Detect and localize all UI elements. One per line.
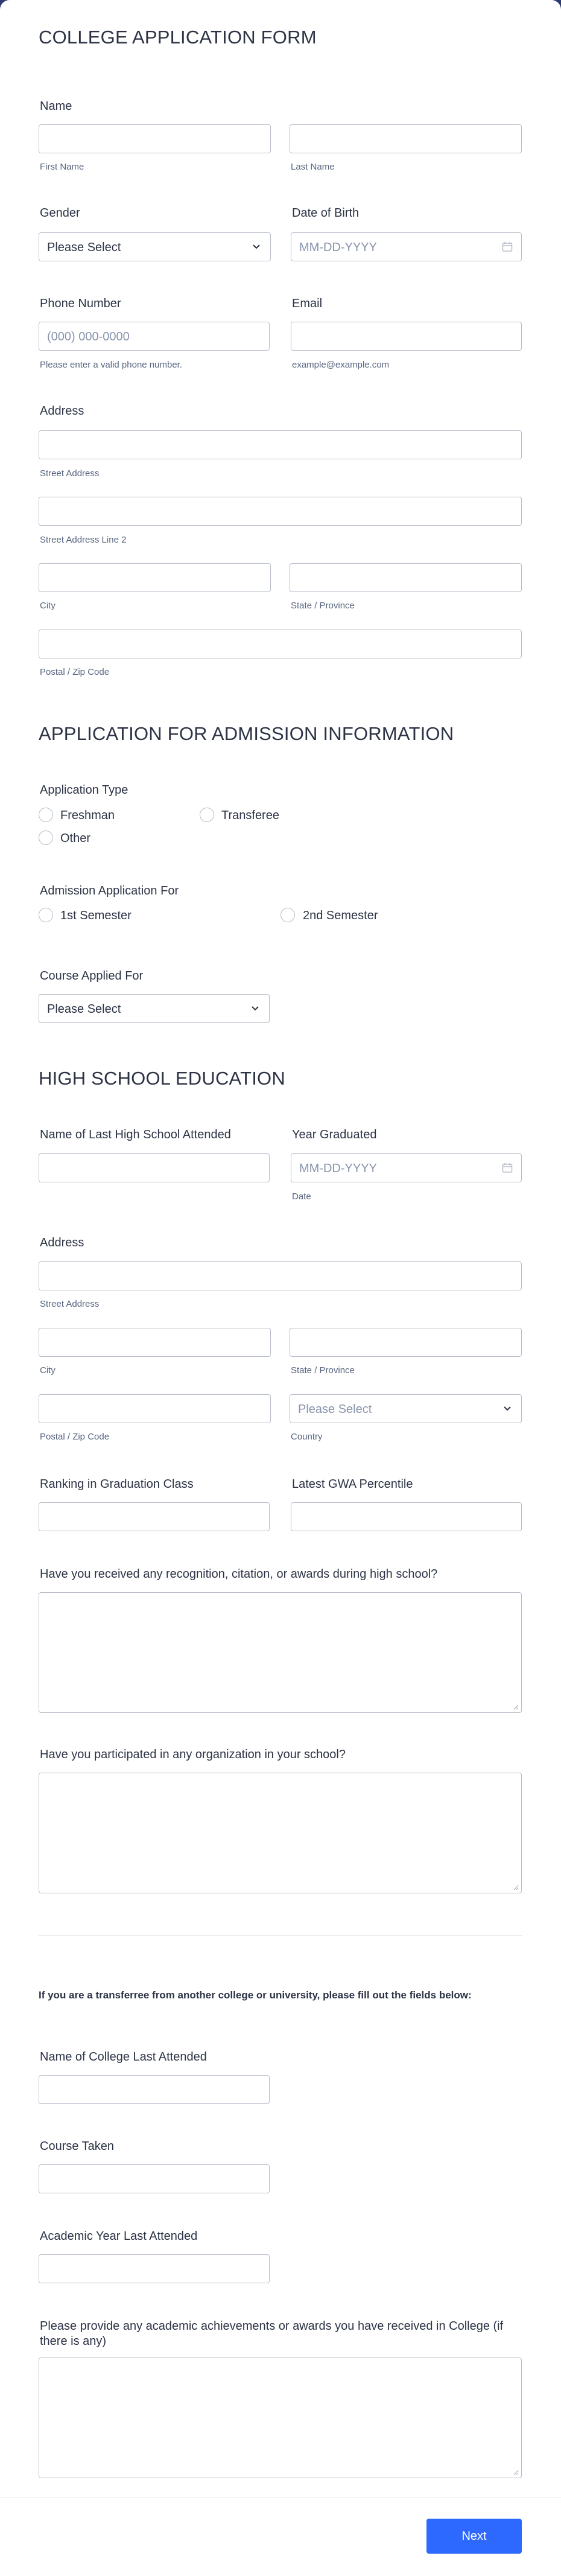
hs-org-textarea[interactable] (39, 1773, 522, 1893)
college-achievements-textarea[interactable] (39, 2358, 522, 2478)
resize-grip-icon[interactable] (513, 1704, 519, 1710)
ranking-input[interactable] (39, 1502, 270, 1531)
phone-sublabel: Please enter a valid phone number. (40, 360, 182, 370)
state-input[interactable] (290, 563, 522, 592)
college-last-attended-label: Name of College Last Attended (40, 2050, 207, 2064)
academic-year-label: Academic Year Last Attended (40, 2230, 198, 2243)
year-graduated-label: Year Graduated (292, 1128, 377, 1141)
radio-2nd-semester-label[interactable]: 2nd Semester (303, 909, 378, 922)
hs-awards-textarea[interactable] (39, 1592, 522, 1713)
resize-grip-icon[interactable] (513, 2469, 519, 2475)
hs-city-sublabel: City (40, 1365, 55, 1376)
hs-city-input[interactable] (39, 1328, 271, 1357)
form-title: COLLEGE APPLICATION FORM (39, 27, 317, 48)
hs-country-select[interactable] (290, 1394, 522, 1423)
college-last-attended-input[interactable] (39, 2075, 270, 2104)
hs-awards-label: Have you received any recognition, citation, or awards during high school? (40, 1567, 438, 1581)
calendar-icon[interactable] (502, 241, 513, 252)
phone-label: Phone Number (40, 297, 121, 310)
year-graduated-placeholder: MM-DD-YYYY (299, 1162, 377, 1175)
hs-postal-sublabel: Postal / Zip Code (40, 1432, 110, 1442)
course-taken-label: Course Taken (40, 2140, 115, 2153)
high-school-section-title: HIGH SCHOOL EDUCATION (39, 1068, 285, 1089)
hs-state-sublabel: State / Province (291, 1365, 355, 1376)
city-input[interactable] (39, 563, 271, 592)
dob-input[interactable] (291, 232, 522, 261)
gwa-label: Latest GWA Percentile (292, 1478, 413, 1491)
street-address-2-sublabel: Street Address Line 2 (40, 535, 127, 545)
calendar-icon[interactable] (502, 1162, 513, 1173)
gender-select-value: Please Select (47, 241, 121, 254)
address-label: Address (40, 404, 84, 418)
application-type-label: Application Type (40, 783, 128, 797)
admission-section-title: APPLICATION FOR ADMISSION INFORMATION (39, 723, 454, 744)
chevron-down-icon (249, 1002, 262, 1015)
first-name-sublabel: First Name (40, 162, 84, 172)
college-achievements-label: Please provide any academic achievements or awards you have received in College (if there is any) (40, 2319, 504, 2348)
hs-name-input[interactable] (39, 1153, 270, 1182)
hs-country-placeholder: Please Select (298, 1403, 372, 1416)
email-sublabel: example@example.com (292, 360, 390, 370)
email-input[interactable] (291, 322, 522, 351)
last-name-input[interactable] (290, 124, 522, 153)
radio-freshman-label[interactable]: Freshman (60, 809, 115, 822)
hs-address-label: Address (40, 1236, 84, 1249)
radio-1st-semester-label[interactable]: 1st Semester (60, 909, 132, 922)
state-sublabel: State / Province (291, 601, 355, 611)
hs-street-input[interactable] (39, 1261, 522, 1290)
gender-label: Gender (40, 206, 80, 220)
hs-country-sublabel: Country (291, 1432, 323, 1442)
radio-1st-semester[interactable] (39, 908, 53, 922)
next-button[interactable]: Next (426, 2519, 522, 2554)
course-select[interactable] (39, 994, 270, 1023)
course-label: Course Applied For (40, 969, 144, 983)
radio-transferee[interactable] (200, 808, 214, 822)
gender-select[interactable] (39, 232, 271, 261)
hs-name-label: Name of Last High School Attended (40, 1128, 231, 1141)
course-taken-input[interactable] (39, 2164, 270, 2193)
admission-for-label: Admission Application For (40, 884, 179, 897)
transferee-note: If you are a transferree from another college or university, please fill out the fields below: (39, 1989, 472, 2001)
hs-state-input[interactable] (290, 1328, 522, 1357)
chevron-down-icon (250, 240, 263, 253)
radio-freshman[interactable] (39, 808, 53, 822)
email-label: Email (292, 297, 323, 310)
city-sublabel: City (40, 601, 55, 611)
first-name-input[interactable] (39, 124, 271, 153)
hs-org-label: Have you participated in any organization in your school? (40, 1748, 346, 1761)
phone-placeholder: (000) 000-0000 (47, 330, 130, 343)
chevron-down-icon (501, 1402, 514, 1415)
resize-grip-icon[interactable] (513, 1884, 519, 1890)
street-address-sublabel: Street Address (40, 468, 100, 479)
name-label: Name (40, 100, 72, 113)
ranking-label: Ranking in Graduation Class (40, 1478, 194, 1491)
radio-2nd-semester[interactable] (280, 908, 295, 922)
gwa-input[interactable] (291, 1502, 522, 1531)
hs-postal-input[interactable] (39, 1394, 271, 1423)
academic-year-input[interactable] (39, 2254, 270, 2283)
street-address-input[interactable] (39, 430, 522, 459)
year-graduated-sublabel: Date (292, 1191, 311, 1202)
postal-sublabel: Postal / Zip Code (40, 667, 110, 677)
street-address-2-input[interactable] (39, 497, 522, 526)
radio-other-label[interactable]: Other (60, 832, 91, 845)
dob-placeholder: MM-DD-YYYY (299, 241, 377, 254)
section-divider (39, 1935, 522, 1936)
last-name-sublabel: Last Name (291, 162, 335, 172)
dob-label: Date of Birth (292, 206, 360, 220)
year-graduated-input[interactable] (291, 1153, 522, 1182)
course-select-value: Please Select (47, 1003, 121, 1016)
postal-input[interactable] (39, 630, 522, 658)
radio-transferee-label[interactable]: Transferee (221, 809, 279, 822)
radio-other[interactable] (39, 831, 53, 845)
phone-input[interactable] (39, 322, 270, 351)
hs-street-sublabel: Street Address (40, 1299, 100, 1309)
